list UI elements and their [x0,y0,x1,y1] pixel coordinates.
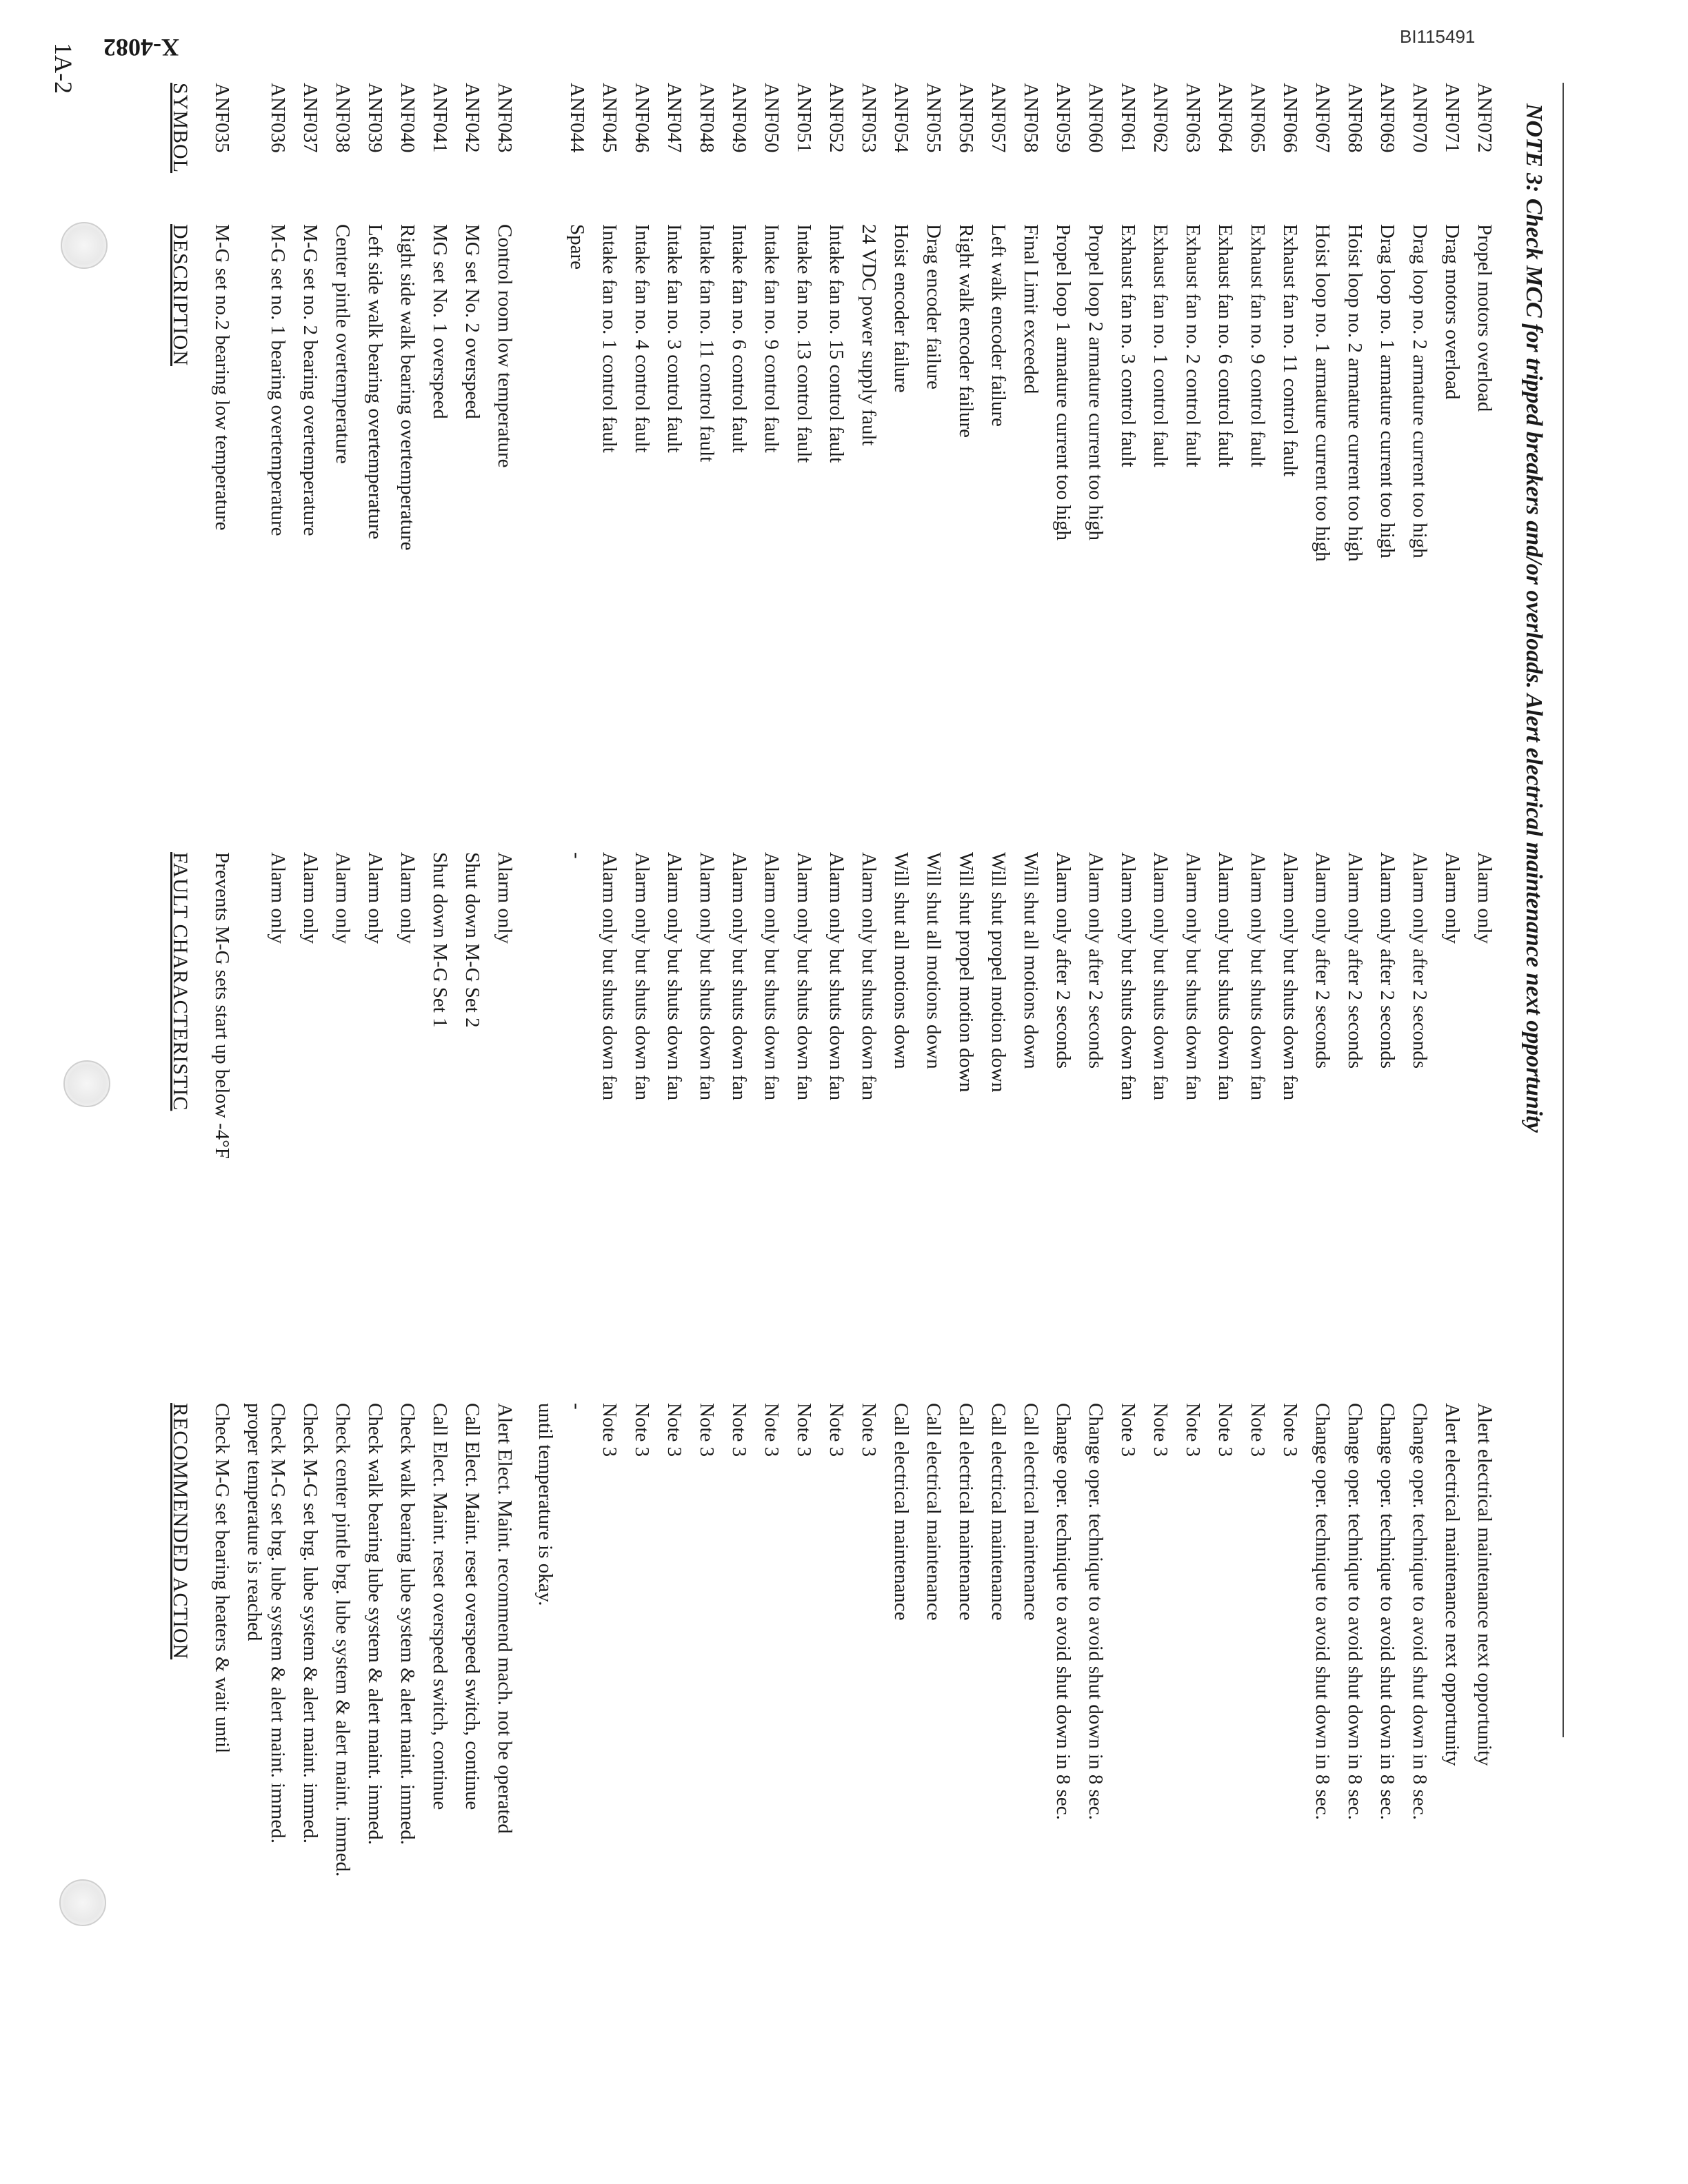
action-cell: Note 3 [1247,1403,1269,1457]
document-number: X-4082 [103,34,179,61]
action-cell: Check walk bearing lube system & alert maint. immed. [396,1403,419,1846]
description-cell: Control room low temperature [494,224,516,468]
fault-cell: Alarm only but shuts down fan [1182,852,1204,1101]
fault-cell: Alarm only after 2 seconds [1312,852,1334,1069]
symbol-cell: ANF057 [987,83,1009,153]
fault-cell: Alarm only but shuts down fan [1247,852,1269,1101]
symbol-cell: ANF048 [696,83,718,153]
description-cell: Exhaust fan no. 11 control fault [1279,224,1301,477]
fault-cell: Alarm only but shuts down fan [1279,852,1301,1101]
symbol-cell: ANF069 [1376,83,1398,153]
fault-cell: Alarm only after 2 seconds [1085,852,1107,1069]
symbol-cell: ANF038 [332,83,354,153]
fault-cell: Shut down M-G Set 1 [429,852,451,1028]
symbol-cell: ANF065 [1247,83,1269,153]
description-cell: Hoist encoder failure [890,224,912,393]
note-3: NOTE 3: Check MCC for tripped breakers and/or overloads. Alert electrical maintenance next opportunity [1521,103,1547,1133]
description-cell: Right side walk bearing overtemperature [396,224,419,551]
description-cell: M-G set no. 2 bearing overtemperature [299,224,321,536]
symbol-cell: ANF035 [211,83,233,153]
fault-cell: Alarm only but shuts down fan [1149,852,1172,1101]
fault-cell: Alarm only [364,852,386,944]
action-cell: Call electrical maintenance [955,1403,977,1621]
description-cell: Hoist loop no. 1 armature current too high [1312,224,1334,562]
fault-cell: Alarm only after 2 seconds [1344,852,1366,1069]
description-cell: Left side walk bearing overtemperature [364,224,386,540]
fault-cell: Alarm only but shuts down fan [696,852,718,1101]
fault-cell: Prevents M-G sets start up below -4°F [211,852,233,1159]
fault-cell: Will shut all motions down [890,852,912,1069]
fault-cell: Alarm only [1441,852,1463,944]
symbol-cell: ANF047 [663,83,685,153]
description-cell: Drag loop no. 2 armature current too high [1409,224,1431,558]
fault-cell: Alarm only but shuts down fan [1117,852,1139,1101]
description-cell: Propel loop 2 armature current too high [1085,224,1107,541]
description-cell: Center pintle overtemperature [332,224,354,464]
symbol-cell: ANF046 [631,83,653,153]
symbol-cell: ANF049 [728,83,750,153]
fault-cell: Alarm only [267,852,289,944]
fault-cell: Alarm only but shuts down fan [663,852,685,1101]
action-cell: Change oper. technique to avoid shut down in 8 sec. [1312,1403,1334,1820]
action-cell: Call electrical maintenance [987,1403,1009,1621]
action-cell: Change oper. technique to avoid shut down in 8 sec. [1085,1403,1107,1820]
symbol-cell: ANF051 [793,83,815,153]
fault-cell: Alarm only after 2 seconds [1409,852,1431,1069]
fault-cell: Alarm only but shuts down fan [728,852,750,1101]
symbol-cell: ANF060 [1085,83,1107,153]
action-cell: - [566,1403,588,1410]
symbol-cell: ANF050 [761,83,783,153]
symbol-cell: ANF068 [1344,83,1366,153]
symbol-cell: ANF043 [494,83,516,153]
symbol-cell: ANF039 [364,83,386,153]
symbol-cell: ANF037 [299,83,321,153]
action-cell: until temperature is okay. [534,1403,556,1606]
symbol-cell: ANF066 [1279,83,1301,153]
fault-cell: Alarm only but shuts down fan [599,852,621,1101]
description-cell: Intake fan no. 3 control fault [663,224,685,453]
fault-cell: Alarm only [299,852,321,944]
action-cell: Alert electrical maintenance next opportunity [1474,1403,1496,1766]
action-cell: Check M-G set brg. lube system & alert maint. immed. [299,1403,321,1843]
action-cell: Note 3 [1279,1403,1301,1457]
description-cell: Intake fan no. 9 control fault [761,224,783,453]
symbol-cell: ANF036 [267,83,289,153]
action-cell: Note 3 [761,1403,783,1457]
description-cell: Intake fan no. 4 control fault [631,224,653,453]
description-cell: Intake fan no. 1 control fault [599,224,621,453]
header-symbol: SYMBOL [169,83,192,174]
description-cell: Spare [566,224,588,270]
bates-number: BI115491 [1400,26,1476,47]
fault-cell: Alarm only [494,852,516,944]
description-cell: Hoist loop no. 2 armature current too high [1344,224,1366,562]
action-cell: Note 3 [663,1403,685,1457]
action-cell: Note 3 [696,1403,718,1457]
symbol-cell: ANF061 [1117,83,1139,153]
action-cell: Note 3 [631,1403,653,1457]
symbol-cell: ANF041 [429,83,451,153]
fault-cell: Alarm only but shuts down fan [793,852,815,1101]
symbol-cell: ANF071 [1441,83,1463,153]
description-cell: Drag loop no. 1 armature current too high [1376,224,1398,558]
action-cell: Check walk bearing lube system & alert maint. immed. [364,1403,386,1846]
symbol-cell: ANF064 [1214,83,1236,153]
description-cell: Exhaust fan no. 9 control fault [1247,224,1269,467]
fault-cell: Alarm only after 2 seconds [1052,852,1074,1069]
symbol-cell: ANF063 [1182,83,1204,153]
fault-cell: Will shut propel motion down [987,852,1009,1093]
fault-cell: Alarm only [396,852,419,944]
description-cell: Intake fan no. 11 control fault [696,224,718,463]
action-cell: Note 3 [1149,1403,1172,1457]
action-cell: Change oper. technique to avoid shut down in 8 sec. [1409,1403,1431,1820]
description-cell: Intake fan no. 15 control fault [825,224,847,463]
action-cell: Note 3 [1117,1403,1139,1457]
description-cell: Exhaust fan no. 6 control fault [1214,224,1236,467]
symbol-cell: ANF059 [1052,83,1074,153]
fault-cell: Alarm only but shuts down fan [825,852,847,1101]
fault-cell: Alarm only after 2 seconds [1376,852,1398,1069]
action-cell: Call Elect. Maint. reset overspeed switch, continue [429,1403,451,1810]
fault-cell: Alarm only but shuts down fan [761,852,783,1101]
symbol-cell: ANF056 [955,83,977,153]
description-cell: Drag encoder failure [923,224,945,390]
header-fault-characteristic: FAULT CHARACTERISTIC [169,852,192,1111]
symbol-cell: ANF042 [461,83,483,153]
description-cell: Exhaust fan no. 3 control fault [1117,224,1139,467]
note-divider [1563,83,1564,1737]
fault-cell: Shut down M-G Set 2 [461,852,483,1028]
description-cell: M-G set no.2 bearing low temperature [211,224,233,531]
action-cell: Call electrical maintenance [890,1403,912,1621]
symbol-cell: ANF070 [1409,83,1431,153]
description-cell: Exhaust fan no. 2 control fault [1182,224,1204,467]
description-cell: M-G set no. 1 bearing overtemperature [267,224,289,536]
fault-cell: Will shut propel motion down [955,852,977,1093]
description-cell: Propel loop 1 armature current too high [1052,224,1074,541]
action-cell: Note 3 [728,1403,750,1457]
action-cell: Change oper. technique to avoid shut down in 8 sec. [1052,1403,1074,1820]
symbol-cell: ANF040 [396,83,419,153]
action-cell: Note 3 [793,1403,815,1457]
symbol-cell: ANF053 [858,83,880,153]
action-cell: proper temperature is reached [243,1403,265,1641]
symbol-cell: ANF062 [1149,83,1172,153]
description-cell: MG set No. 2 overspeed [461,224,483,419]
action-cell: Change oper. technique to avoid shut down in 8 sec. [1376,1403,1398,1820]
action-cell: Note 3 [1182,1403,1204,1457]
fault-cell: - [566,852,588,859]
symbol-cell: ANF067 [1312,83,1334,153]
action-cell: Check center pintle brg. lube system & alert maint. immed. [332,1403,354,1877]
action-cell: Change oper. technique to avoid shut down in 8 sec. [1344,1403,1366,1820]
symbol-cell: ANF058 [1020,83,1042,153]
action-cell: Alert electrical maintenance next opportunity [1441,1403,1463,1766]
action-cell: Call electrical maintenance [923,1403,945,1621]
description-cell: Propel motors overload [1474,224,1496,412]
symbol-cell: ANF045 [599,83,621,153]
page-id: 1A-2 [50,43,77,94]
action-cell: Call Elect. Maint. reset overspeed switch, continue [461,1403,483,1810]
action-cell: Note 3 [858,1403,880,1457]
description-cell: Exhaust fan no. 1 control fault [1149,224,1172,467]
symbol-cell: ANF054 [890,83,912,153]
fault-cell: Alarm only [1474,852,1496,944]
symbol-cell: ANF052 [825,83,847,153]
action-cell: Check M-G set bearing heaters & wait until [211,1403,233,1754]
fault-cell: Alarm only but shuts down fan [631,852,653,1101]
fault-cell: Will shut all motions down [923,852,945,1069]
action-cell: Alert Elect. Maint. recommend mach. not be operated [494,1403,516,1834]
action-cell: Note 3 [599,1403,621,1457]
symbol-cell: ANF044 [566,83,588,153]
header-recommended-action: RECOMMENDED ACTION [169,1403,192,1660]
description-cell: MG set No. 1 overspeed [429,224,451,419]
fault-cell: Will shut all motions down [1020,852,1042,1069]
description-cell: 24 VDC power supply fault [858,224,880,446]
description-cell: Left walk encoder failure [987,224,1009,427]
fault-cell: Alarm only [332,852,354,944]
description-cell: Intake fan no. 6 control fault [728,224,750,453]
description-cell: Final Limit exceeded [1020,224,1042,394]
header-description: DESCRIPTION [169,224,192,367]
description-cell: Intake fan no. 13 control fault [793,224,815,463]
fault-cell: Alarm only but shuts down fan [858,852,880,1101]
action-cell: Check M-G set brg. lube system & alert maint. immed. [267,1403,289,1843]
symbol-cell: ANF072 [1474,83,1496,153]
action-cell: Call electrical maintenance [1020,1403,1042,1621]
symbol-cell: ANF055 [923,83,945,153]
fault-cell: Alarm only but shuts down fan [1214,852,1236,1101]
description-cell: Right walk encoder failure [955,224,977,438]
action-cell: Note 3 [825,1403,847,1457]
description-cell: Drag motors overload [1441,224,1463,400]
action-cell: Note 3 [1214,1403,1236,1457]
